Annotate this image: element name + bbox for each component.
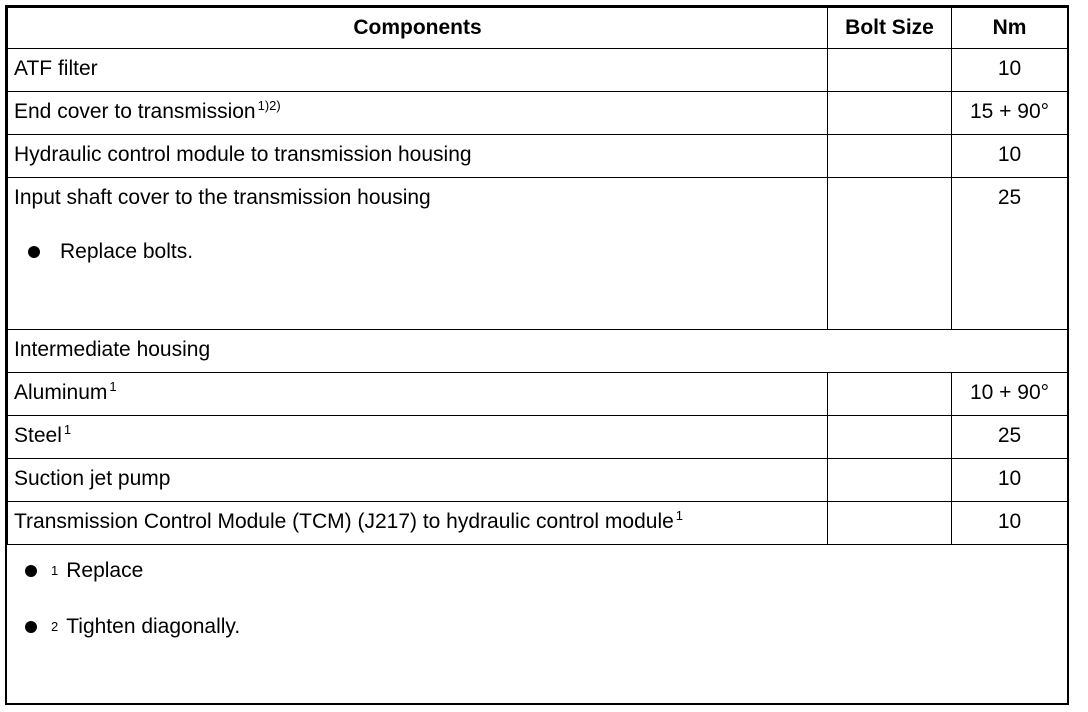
torque-spec-sheet — [5, 5, 1069, 705]
header-nm: Nm — [952, 8, 1068, 49]
footnote-ref: 1 — [63, 422, 72, 437]
component-cell: Input shaft cover to the transmission housing Replace bolts. — [8, 178, 828, 330]
header-bolt-size: Bolt Size — [828, 8, 952, 49]
component-cell: Aluminum $^1$ — [8, 373, 828, 416]
footnote-item: 1 Replace — [25, 559, 1067, 583]
footnote-ref: 1 — [109, 379, 117, 394]
nm-cell: 15 + 90° — [952, 92, 1068, 135]
table-row — [8, 49, 1068, 92]
nm-cell: 25 — [952, 416, 1068, 459]
footnote-item: 2 Tighten diagonally. — [25, 615, 1067, 639]
component-cell: Transmission Control Module (TCM) (J217) to hydraulic control module $^1$ — [8, 502, 828, 545]
bolt-size-cell — [828, 502, 952, 545]
section-heading: Intermediate housing — [8, 330, 1068, 373]
component-cell: Steel $^1$ — [8, 416, 828, 459]
table-row — [8, 178, 1068, 330]
nm-cell: 10 — [952, 459, 1068, 502]
bullet-item: Replace bolts. — [14, 240, 821, 264]
table-row — [8, 373, 1068, 416]
footnote-text: Tighten diagonally. — [66, 615, 241, 638]
nm-cell: 10 — [952, 135, 1068, 178]
bolt-size-cell — [828, 416, 952, 459]
footnote-ref: 1 — [675, 508, 684, 523]
nm-cell: 10 + 90° — [952, 373, 1068, 416]
nm-cell: 10 — [952, 502, 1068, 545]
bullet-icon — [28, 246, 40, 258]
table-row — [8, 135, 1068, 178]
nm-cell: 25 — [952, 178, 1068, 330]
table-row — [8, 459, 1068, 502]
footnote-text: Replace — [66, 559, 144, 582]
bolt-size-cell — [828, 178, 952, 330]
bullet-icon — [25, 565, 37, 577]
section-row — [8, 330, 1068, 373]
bolt-size-cell — [828, 135, 952, 178]
bolt-size-cell — [828, 459, 952, 502]
footnotes — [7, 545, 1067, 639]
table-row — [8, 92, 1068, 135]
footnote-ref: 1)2) — [257, 98, 281, 113]
table-header-row — [8, 8, 1068, 49]
bolt-size-cell — [828, 373, 952, 416]
bolt-size-cell — [828, 49, 952, 92]
bullet-icon — [25, 621, 37, 633]
bolt-size-cell — [828, 92, 952, 135]
torque-spec-table — [7, 7, 1068, 545]
header-components: Components — [8, 8, 828, 49]
component-cell: Hydraulic control module to transmission housing — [8, 135, 828, 178]
table-row — [8, 502, 1068, 545]
component-cell: Suction jet pump — [8, 459, 828, 502]
nm-cell: 10 — [952, 49, 1068, 92]
component-cell: End cover to transmission $^{1)2)}$ — [8, 92, 828, 135]
table-row — [8, 416, 1068, 459]
component-cell: ATF filter — [8, 49, 828, 92]
